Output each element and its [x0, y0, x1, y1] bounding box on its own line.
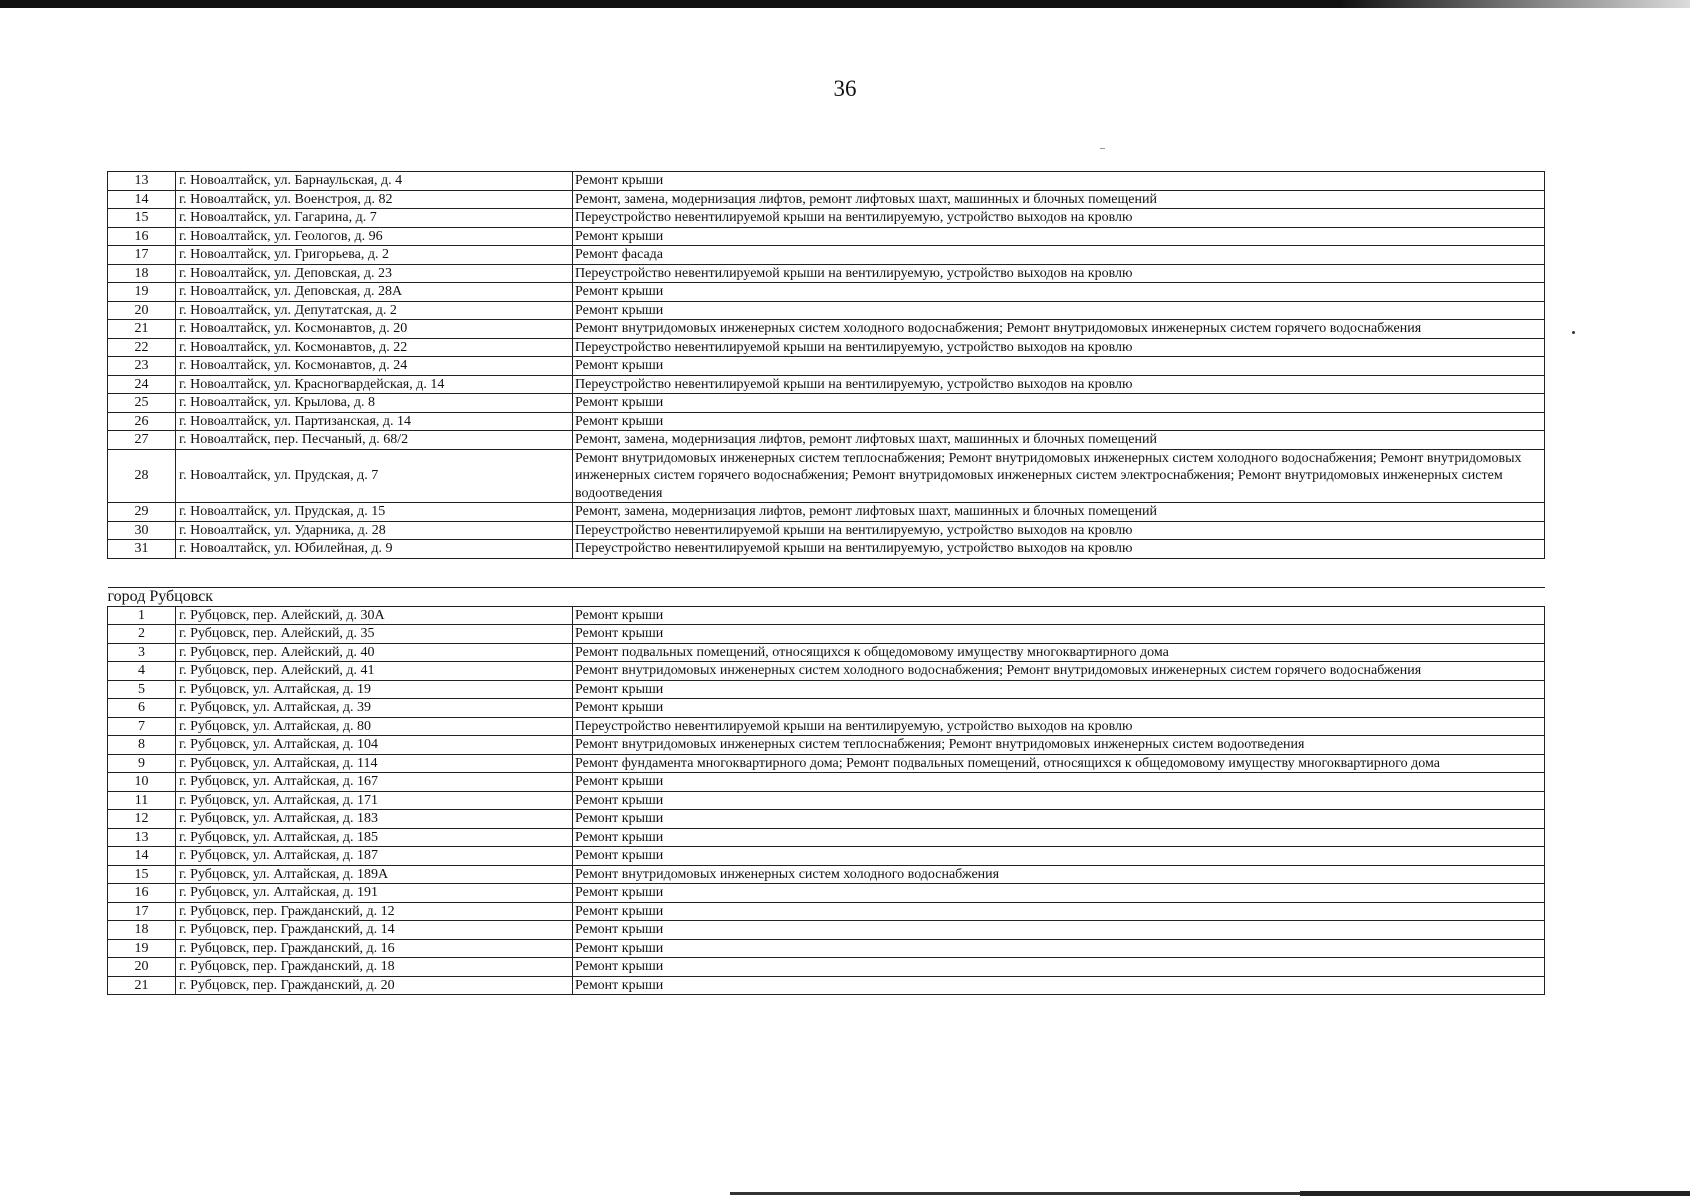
table-row [108, 540, 1545, 559]
row-number: 2 [108, 625, 176, 644]
work-type-cell: Ремонт крыши [573, 921, 1545, 940]
work-type-cell: Ремонт крыши [573, 301, 1545, 320]
table-row [108, 643, 1545, 662]
row-number: 31 [108, 540, 176, 559]
address-cell: г. Рубцовск, пер. Гражданский, д. 16 [176, 939, 573, 958]
work-type-cell: Ремонт крыши [573, 625, 1545, 644]
work-type-cell: Ремонт крыши [573, 773, 1545, 792]
address-cell: г. Рубцовск, ул. Алтайская, д. 185 [176, 828, 573, 847]
work-type-cell: Переустройство невентилируемой крыши на вентилируемую, устройство выходов на кровлю [573, 717, 1545, 736]
address-cell: г. Новоалтайск, ул. Ударника, д. 28 [176, 521, 573, 540]
table-row [108, 503, 1545, 522]
table-row [108, 227, 1545, 246]
work-type-cell: Ремонт крыши [573, 902, 1545, 921]
table-row [108, 301, 1545, 320]
row-number: 13 [108, 828, 176, 847]
address-cell: г. Рубцовск, ул. Алтайская, д. 167 [176, 773, 573, 792]
work-type-cell: Переустройство невентилируемой крыши на вентилируемую, устройство выходов на кровлю [573, 264, 1545, 283]
address-cell: г. Рубцовск, ул. Алтайская, д. 189А [176, 865, 573, 884]
row-number: 18 [108, 921, 176, 940]
table-row [108, 172, 1545, 191]
row-number: 17 [108, 902, 176, 921]
address-cell: г. Рубцовск, пер. Алейский, д. 41 [176, 662, 573, 681]
table-row [108, 190, 1545, 209]
work-type-cell: Ремонт, замена, модернизация лифтов, ремонт лифтовых шахт, машинных и блочных помещений [573, 431, 1545, 450]
table-row [108, 449, 1545, 503]
address-cell: г. Новоалтайск, ул. Космонавтов, д. 22 [176, 338, 573, 357]
table-row [108, 828, 1545, 847]
row-number: 1 [108, 606, 176, 625]
table-row [108, 412, 1545, 431]
work-type-cell: Ремонт фасада [573, 246, 1545, 265]
address-cell: г. Новоалтайск, ул. Барнаульская, д. 4 [176, 172, 573, 191]
address-cell: г. Рубцовск, ул. Алтайская, д. 39 [176, 699, 573, 718]
row-number: 13 [108, 172, 176, 191]
address-cell: г. Новоалтайск, ул. Депутатская, д. 2 [176, 301, 573, 320]
work-type-cell: Ремонт крыши [573, 357, 1545, 376]
table-row [108, 662, 1545, 681]
address-cell: г. Рубцовск, пер. Алейский, д. 30А [176, 606, 573, 625]
row-number: 4 [108, 662, 176, 681]
row-number: 10 [108, 773, 176, 792]
address-cell: г. Новоалтайск, ул. Юбилейная, д. 9 [176, 540, 573, 559]
address-cell: г. Рубцовск, ул. Алтайская, д. 104 [176, 736, 573, 755]
work-type-cell: Ремонт крыши [573, 412, 1545, 431]
address-cell: г. Рубцовск, ул. Алтайская, д. 187 [176, 847, 573, 866]
table-row [108, 431, 1545, 450]
work-type-cell: Ремонт крыши [573, 847, 1545, 866]
address-cell: г. Новоалтайск, ул. Космонавтов, д. 20 [176, 320, 573, 339]
address-cell: г. Рубцовск, пер. Гражданский, д. 20 [176, 976, 573, 995]
scan-top-border-fade [1340, 0, 1690, 8]
table-row [108, 810, 1545, 829]
work-type-cell: Ремонт внутридомовых инженерных систем теплоснабжения; Ремонт внутридомовых инженерных систем водоотведения [573, 736, 1545, 755]
work-type-cell: Ремонт внутридомовых инженерных систем холодного водоснабжения [573, 865, 1545, 884]
section-title-rubtsovsk: город Рубцовск [108, 587, 1545, 606]
table-row [108, 606, 1545, 625]
table-row [108, 209, 1545, 228]
address-cell: г. Новоалтайск, ул. Гагарина, д. 7 [176, 209, 573, 228]
table-row [108, 680, 1545, 699]
scan-artifact-mark [1100, 148, 1105, 149]
work-type-cell: Переустройство невентилируемой крыши на вентилируемую, устройство выходов на кровлю [573, 209, 1545, 228]
address-cell: г. Рубцовск, пер. Гражданский, д. 18 [176, 958, 573, 977]
table-row [108, 699, 1545, 718]
address-cell: г. Новоалтайск, пер. Песчаный, д. 68/2 [176, 431, 573, 450]
work-type-cell: Ремонт крыши [573, 976, 1545, 995]
table-row [108, 736, 1545, 755]
work-type-cell: Ремонт крыши [573, 283, 1545, 302]
repair-list-table [107, 171, 1545, 995]
table-row [108, 754, 1545, 773]
work-type-cell: Ремонт крыши [573, 828, 1545, 847]
table-row [108, 791, 1545, 810]
address-cell: г. Рубцовск, пер. Алейский, д. 35 [176, 625, 573, 644]
work-type-cell: Ремонт крыши [573, 394, 1545, 413]
section-spacer [108, 558, 1545, 606]
work-type-cell: Ремонт крыши [573, 606, 1545, 625]
address-cell: г. Рубцовск, ул. Алтайская, д. 80 [176, 717, 573, 736]
table-row [108, 283, 1545, 302]
row-number: 22 [108, 338, 176, 357]
table-row [108, 884, 1545, 903]
row-number: 26 [108, 412, 176, 431]
work-type-cell: Переустройство невентилируемой крыши на вентилируемую, устройство выходов на кровлю [573, 540, 1545, 559]
work-type-cell: Ремонт крыши [573, 699, 1545, 718]
table-row [108, 976, 1545, 995]
work-type-cell: Ремонт, замена, модернизация лифтов, ремонт лифтовых шахт, машинных и блочных помещений [573, 190, 1545, 209]
row-number: 19 [108, 939, 176, 958]
row-number: 8 [108, 736, 176, 755]
rubtsovsk-rows [108, 606, 1545, 995]
row-number: 19 [108, 283, 176, 302]
row-number: 27 [108, 431, 176, 450]
row-number: 20 [108, 958, 176, 977]
row-number: 14 [108, 190, 176, 209]
row-number: 7 [108, 717, 176, 736]
table-row [108, 939, 1545, 958]
table-row [108, 865, 1545, 884]
spacer-row [108, 558, 1545, 587]
address-cell: г. Новоалтайск, ул. Космонавтов, д. 24 [176, 357, 573, 376]
row-number: 11 [108, 791, 176, 810]
page-number: 36 [833, 76, 857, 101]
table-row [108, 320, 1545, 339]
row-number: 29 [108, 503, 176, 522]
address-cell: г. Рубцовск, пер. Гражданский, д. 12 [176, 902, 573, 921]
work-type-cell: Ремонт крыши [573, 172, 1545, 191]
table-row [108, 394, 1545, 413]
work-type-cell: Ремонт фундамента многоквартирного дома; Ремонт подвальных помещений, относящихся к общедомовому имуществу многоквартирного дома [573, 754, 1545, 773]
work-type-cell: Ремонт внутридомовых инженерных систем теплоснабжения; Ремонт внутридомовых инженерных систем холодного водоснабжения; Ремонт внутридомовых инженерных систем горячего водоснабжения; Ремонт внутридомовых инженерных систем электроснабжения; Ремонт внутридомовых инженерных систем водоотведения [573, 449, 1545, 503]
table-row [108, 625, 1545, 644]
table-row [108, 521, 1545, 540]
work-type-cell: Переустройство невентилируемой крыши на вентилируемую, устройство выходов на кровлю [573, 375, 1545, 394]
row-number: 15 [108, 865, 176, 884]
address-cell: г. Новоалтайск, ул. Прудская, д. 7 [176, 449, 573, 503]
table-row [108, 921, 1545, 940]
row-number: 28 [108, 449, 176, 503]
row-number: 17 [108, 246, 176, 265]
row-number: 12 [108, 810, 176, 829]
table-row [108, 773, 1545, 792]
table-row [108, 246, 1545, 265]
work-type-cell: Ремонт крыши [573, 884, 1545, 903]
work-type-cell: Ремонт крыши [573, 227, 1545, 246]
work-type-cell: Ремонт крыши [573, 958, 1545, 977]
table-row [108, 357, 1545, 376]
work-type-cell: Ремонт крыши [573, 810, 1545, 829]
section-header-row [108, 587, 1545, 606]
address-cell: г. Новоалтайск, ул. Крылова, д. 8 [176, 394, 573, 413]
row-number: 5 [108, 680, 176, 699]
address-cell: г. Новоалтайск, ул. Деповская, д. 23 [176, 264, 573, 283]
row-number: 25 [108, 394, 176, 413]
work-type-cell: Ремонт, замена, модернизация лифтов, ремонт лифтовых шахт, машинных и блочных помещений [573, 503, 1545, 522]
address-cell: г. Новоалтайск, ул. Прудская, д. 15 [176, 503, 573, 522]
novoaltaysk-rows [108, 172, 1545, 559]
row-number: 15 [108, 209, 176, 228]
row-number: 20 [108, 301, 176, 320]
address-cell: г. Рубцовск, ул. Алтайская, д. 171 [176, 791, 573, 810]
table-row [108, 264, 1545, 283]
table-row [108, 847, 1545, 866]
row-number: 14 [108, 847, 176, 866]
row-number: 24 [108, 375, 176, 394]
table-row [108, 717, 1545, 736]
address-cell: г. Рубцовск, ул. Алтайская, д. 183 [176, 810, 573, 829]
address-cell: г. Новоалтайск, ул. Партизанская, д. 14 [176, 412, 573, 431]
row-number: 6 [108, 699, 176, 718]
row-number: 3 [108, 643, 176, 662]
row-number: 16 [108, 227, 176, 246]
work-type-cell: Ремонт крыши [573, 939, 1545, 958]
table-row [108, 375, 1545, 394]
work-type-cell: Ремонт внутридомовых инженерных систем холодного водоснабжения; Ремонт внутридомовых инженерных систем горячего водоснабжения [573, 662, 1545, 681]
row-number: 16 [108, 884, 176, 903]
work-type-cell: Ремонт внутридомовых инженерных систем холодного водоснабжения; Ремонт внутридомовых инженерных систем горячего водоснабжения [573, 320, 1545, 339]
row-number: 23 [108, 357, 176, 376]
work-type-cell: Ремонт подвальных помещений, относящихся к общедомовому имуществу многоквартирного дома [573, 643, 1545, 662]
address-cell: г. Новоалтайск, ул. Военстроя, д. 82 [176, 190, 573, 209]
scan-bottom-line-heavy [1300, 1191, 1690, 1196]
address-cell: г. Рубцовск, ул. Алтайская, д. 114 [176, 754, 573, 773]
work-type-cell: Переустройство невентилируемой крыши на вентилируемую, устройство выходов на кровлю [573, 338, 1545, 357]
address-cell: г. Рубцовск, пер. Гражданский, д. 14 [176, 921, 573, 940]
scan-artifact-dot [1572, 331, 1575, 334]
address-cell: г. Новоалтайск, ул. Красногвардейская, д. 14 [176, 375, 573, 394]
work-type-cell: Ремонт крыши [573, 791, 1545, 810]
row-number: 9 [108, 754, 176, 773]
work-type-cell: Переустройство невентилируемой крыши на вентилируемую, устройство выходов на кровлю [573, 521, 1545, 540]
address-cell: г. Рубцовск, пер. Алейский, д. 40 [176, 643, 573, 662]
row-number: 21 [108, 976, 176, 995]
row-number: 18 [108, 264, 176, 283]
row-number: 30 [108, 521, 176, 540]
row-number: 21 [108, 320, 176, 339]
address-cell: г. Новоалтайск, ул. Деповская, д. 28А [176, 283, 573, 302]
work-type-cell: Ремонт крыши [573, 680, 1545, 699]
address-cell: г. Рубцовск, ул. Алтайская, д. 19 [176, 680, 573, 699]
table-row [108, 902, 1545, 921]
address-cell: г. Новоалтайск, ул. Геологов, д. 96 [176, 227, 573, 246]
address-cell: г. Рубцовск, ул. Алтайская, д. 191 [176, 884, 573, 903]
address-cell: г. Новоалтайск, ул. Григорьева, д. 2 [176, 246, 573, 265]
table-row [108, 958, 1545, 977]
table-row [108, 338, 1545, 357]
